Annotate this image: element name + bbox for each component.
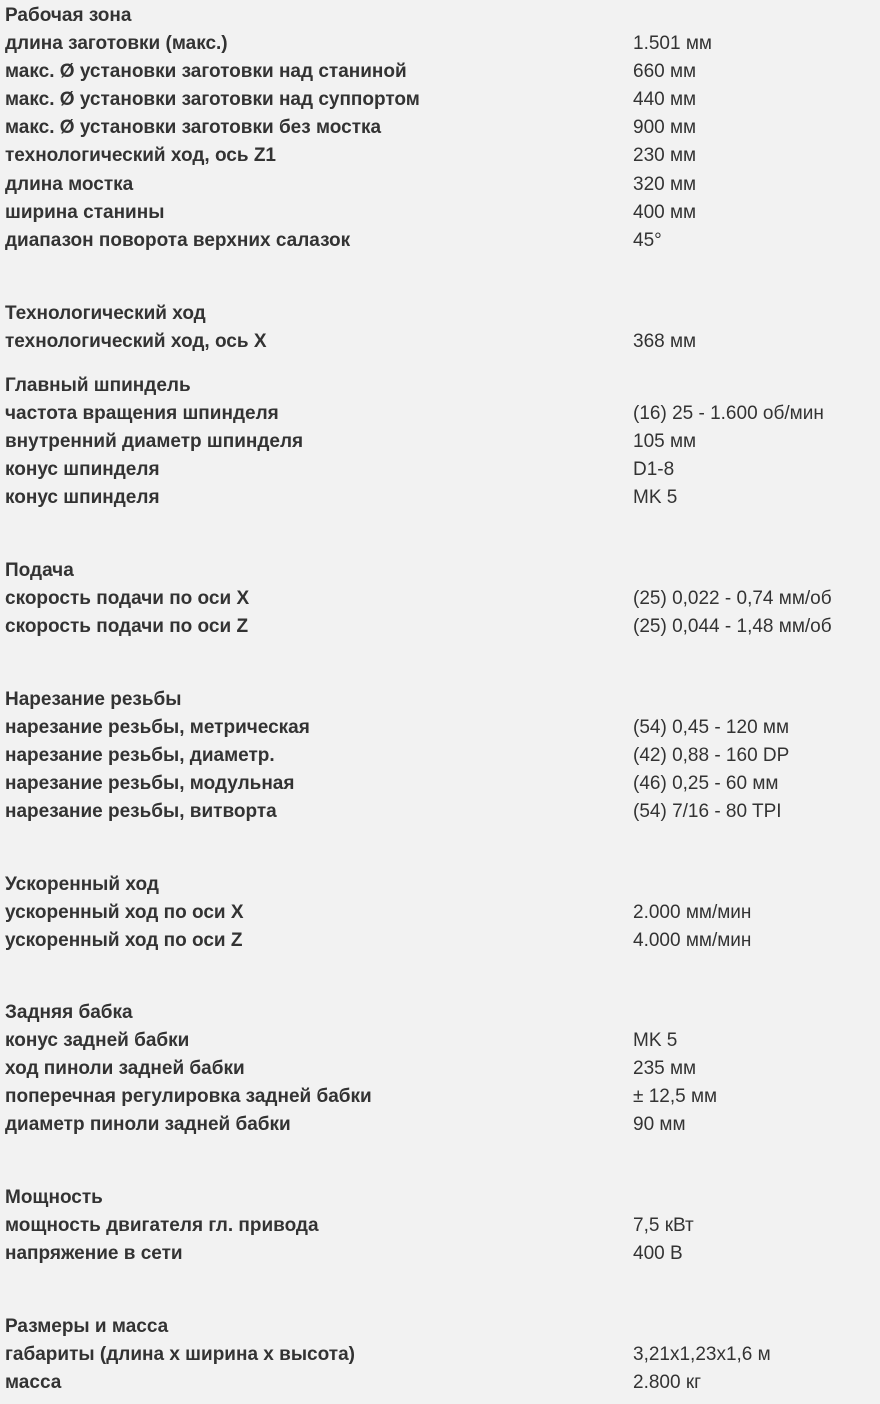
spec-row [5,456,875,484]
spec-label: скорость подачи по оси Z [5,616,249,637]
spec-row [5,199,875,227]
spec-value: 320 мм [633,174,697,195]
spec-label: макс. Ø установки заготовки над суппортом [5,89,420,110]
spec-value: 90 мм [633,1114,686,1135]
spec-label: диапазон поворота верхних салазок [5,230,351,251]
spec-label: частота вращения шпинделя [5,403,279,424]
spec-value: D1-8 [633,459,675,480]
spec-row [5,927,875,955]
spec-value: 440 мм [633,89,697,110]
spec-row [5,400,875,428]
spec-label: макс. Ø установки заготовки над станиной [5,61,407,82]
spec-label: длина заготовки (макс.) [5,33,228,54]
spec-row [5,1369,875,1397]
spec-label: конус задней бабки [5,1030,190,1051]
spec-value: 105 мм [633,431,697,452]
spec-value: ± 12,5 мм [633,1086,718,1107]
spec-value: (25) 0,022 - 0,74 мм/об [633,588,832,609]
spec-value: (46) 0,25 - 60 мм [633,773,779,794]
spec-label: макс. Ø установки заготовки без мостка [5,117,382,138]
spec-row [5,1083,875,1111]
spec-label: скорость подачи по оси X [5,588,250,609]
spec-value: (54) 0,45 - 120 мм [633,717,790,738]
spec-row [5,328,875,356]
spec-row [5,58,875,86]
spec-row [5,484,875,512]
spec-value: MK 5 [633,487,678,508]
spec-value: MK 5 [633,1030,678,1051]
spec-label: технологический ход, ось Z1 [5,145,277,166]
spec-row [5,1027,875,1055]
spec-row [5,613,875,641]
section-title-rapid-traverse: Ускоренный ход [5,874,159,895]
spec-row [5,227,875,255]
spec-label: конус шпинделя [5,487,160,508]
spec-label: поперечная регулировка задней бабки [5,1086,372,1107]
spec-row [5,30,875,58]
section-title-travel: Технологический ход [5,303,206,324]
spec-value: 900 мм [633,117,697,138]
spec-row [5,770,875,798]
spec-label: внутренний диаметр шпинделя [5,431,304,452]
spec-label: нарезание резьбы, модульная [5,773,295,794]
section-title-work-zone: Рабочая зона [5,5,132,26]
spec-value: 4.000 мм/мин [633,930,752,951]
spec-label: мощность двигателя гл. привода [5,1215,319,1236]
spec-value: 400 В [633,1243,683,1264]
spec-row [5,86,875,114]
spec-row [5,1341,875,1369]
spec-value: (42) 0,88 - 160 DP [633,745,790,766]
section-title-dimensions-weight: Размеры и масса [5,1316,169,1337]
spec-row [5,142,875,170]
spec-label: ход пиноли задней бабки [5,1058,245,1079]
spec-value: 368 мм [633,331,697,352]
spec-row [5,114,875,142]
spec-label: ускоренный ход по оси X [5,902,244,923]
spec-label: диаметр пиноли задней бабки [5,1114,291,1135]
spec-row [5,585,875,613]
spec-label: технологический ход, ось X [5,331,267,352]
spec-row [5,171,875,199]
spec-row [5,1111,875,1139]
spec-label: масса [5,1372,62,1393]
spec-row [5,714,875,742]
spec-value: 660 мм [633,61,697,82]
spec-row [5,428,875,456]
spec-label: конус шпинделя [5,459,160,480]
spec-row [5,899,875,927]
spec-label: ускоренный ход по оси Z [5,930,243,951]
spec-value: 3,21x1,23x1,6 м [633,1344,771,1365]
spec-row [5,1212,875,1240]
spec-value: 400 мм [633,202,697,223]
section-title-tailstock: Задняя бабка [5,1002,133,1023]
section-title-main-spindle: Главный шпиндель [5,375,191,396]
spec-label: габариты (длина x ширина x высота) [5,1344,355,1365]
spec-value: 235 мм [633,1058,697,1079]
section-title-power: Мощность [5,1187,103,1208]
spec-row [5,1240,875,1268]
spec-label: ширина станины [5,202,165,223]
spec-value: 1.501 мм [633,33,712,54]
spec-row [5,742,875,770]
spec-row [5,798,875,826]
spec-label: нарезание резьбы, метрическая [5,717,310,738]
spec-value: 45° [633,230,662,251]
spec-value: (54) 7/16 - 80 TPI [633,801,782,822]
spec-row [5,1055,875,1083]
spec-value: (16) 25 - 1.600 об/мин [633,403,824,424]
spec-value: 2.000 мм/мин [633,902,752,923]
spec-value: (25) 0,044 - 1,48 мм/об [633,616,832,637]
spec-label: напряжение в сети [5,1243,183,1264]
section-title-feed: Подача [5,560,74,581]
spec-value: 2.800 кг [633,1372,702,1393]
spec-label: нарезание резьбы, диаметр. [5,745,275,766]
spec-value: 230 мм [633,145,697,166]
spec-value: 7,5 кВт [633,1215,694,1236]
section-title-threading: Нарезание резьбы [5,689,182,710]
spec-label: нарезание резьбы, витворта [5,801,277,822]
spec-label: длина мостка [5,174,134,195]
